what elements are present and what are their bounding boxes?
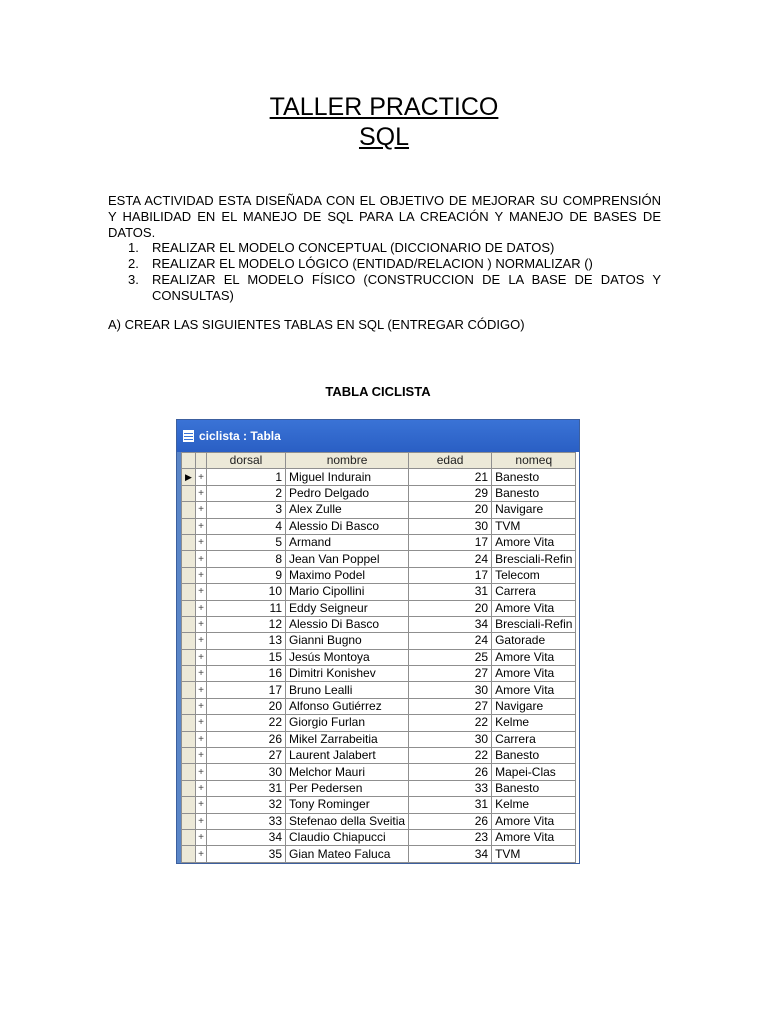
plus-icon[interactable]: + — [196, 666, 207, 682]
cell-edad[interactable]: 26 — [409, 813, 492, 829]
cell-nombre[interactable]: Pedro Delgado — [286, 485, 409, 501]
list-text: REALIZAR EL MODELO CONCEPTUAL (DICCIONARIO DE DATOS) — [152, 240, 555, 255]
column-header-nombre[interactable]: nombre — [286, 453, 409, 469]
document-subtitle: SQL — [358, 123, 410, 151]
table-body — [182, 469, 576, 862]
cell-nombre[interactable]: Miguel Indurain — [286, 469, 409, 485]
column-header-nomeq[interactable]: nomeq — [492, 453, 576, 469]
plus-icon[interactable]: + — [196, 764, 207, 780]
cell-nombre[interactable]: Bruno Lealli — [286, 682, 409, 698]
cell-dorsal[interactable]: 4 — [207, 518, 286, 534]
cell-dorsal[interactable]: 1 — [207, 469, 286, 485]
cell-dorsal[interactable]: 30 — [207, 764, 286, 780]
cell-nomeq[interactable]: Amore Vita — [492, 600, 576, 616]
cell-edad[interactable]: 20 — [409, 502, 492, 518]
plus-icon[interactable]: + — [196, 567, 207, 583]
table-row[interactable] — [182, 600, 576, 616]
cell-dorsal[interactable]: 33 — [207, 813, 286, 829]
cell-nombre[interactable]: Gian Mateo Faluca — [286, 846, 409, 862]
cell-nomeq[interactable]: Navigare — [492, 698, 576, 714]
cell-dorsal[interactable]: 11 — [207, 600, 286, 616]
cell-edad[interactable]: 24 — [409, 551, 492, 567]
list-number: 1. — [128, 240, 139, 255]
column-header-edad[interactable]: edad — [409, 453, 492, 469]
row-selector[interactable] — [182, 846, 196, 862]
table-row[interactable] — [182, 534, 576, 550]
cell-dorsal[interactable]: 15 — [207, 649, 286, 665]
row-selector[interactable] — [182, 616, 196, 632]
row-selector[interactable] — [182, 633, 196, 649]
cell-edad[interactable]: 23 — [409, 829, 492, 845]
row-selector[interactable] — [182, 813, 196, 829]
cell-dorsal[interactable]: 26 — [207, 731, 286, 747]
cell-nombre[interactable]: Armand — [286, 534, 409, 550]
list-item — [108, 272, 661, 304]
row-selector[interactable] — [182, 698, 196, 714]
table-row[interactable] — [182, 485, 576, 501]
table-row[interactable] — [182, 682, 576, 698]
cell-dorsal[interactable]: 3 — [207, 502, 286, 518]
cell-edad[interactable]: 25 — [409, 649, 492, 665]
table-row[interactable] — [182, 584, 576, 600]
expand-header — [196, 453, 207, 469]
list-text: REALIZAR EL MODELO LÓGICO (ENTIDAD/RELACION ) NORMALIZAR () — [152, 256, 593, 271]
cell-nombre[interactable]: Jean Van Poppel — [286, 551, 409, 567]
cell-edad[interactable]: 17 — [409, 534, 492, 550]
list-number: 3. — [128, 272, 139, 287]
cell-dorsal[interactable]: 27 — [207, 748, 286, 764]
cell-edad[interactable]: 22 — [409, 715, 492, 731]
cell-edad[interactable]: 22 — [409, 748, 492, 764]
plus-icon[interactable]: + — [196, 748, 207, 764]
table-row[interactable] — [182, 666, 576, 682]
access-table-window — [176, 419, 580, 864]
cell-nomeq[interactable]: Gatorade — [492, 633, 576, 649]
row-selector[interactable] — [182, 764, 196, 780]
plus-icon[interactable]: + — [196, 780, 207, 796]
table-row[interactable] — [182, 616, 576, 632]
plus-icon[interactable]: + — [196, 731, 207, 747]
cell-edad[interactable]: 17 — [409, 567, 492, 583]
cell-nombre[interactable]: Stefenao della Sveitia — [286, 813, 409, 829]
document-title: TALLER PRACTICO — [269, 93, 499, 121]
row-selector[interactable] — [182, 551, 196, 567]
cell-edad[interactable]: 20 — [409, 600, 492, 616]
cell-nombre[interactable]: Alessio Di Basco — [286, 616, 409, 632]
plus-icon[interactable]: + — [196, 698, 207, 714]
row-selector[interactable] — [182, 829, 196, 845]
cell-edad[interactable]: 34 — [409, 616, 492, 632]
list-item — [108, 256, 661, 272]
plus-icon[interactable]: + — [196, 682, 207, 698]
cell-dorsal[interactable]: 12 — [207, 616, 286, 632]
list-item — [108, 240, 661, 256]
table-caption: TABLA CICLISTA — [325, 384, 431, 399]
cell-nombre[interactable]: Per Pedersen — [286, 780, 409, 796]
select-all-corner[interactable] — [182, 453, 196, 469]
cell-nomeq[interactable]: Amore Vita — [492, 682, 576, 698]
row-selector[interactable] — [182, 715, 196, 731]
cell-dorsal[interactable]: 9 — [207, 567, 286, 583]
cell-nomeq[interactable]: Bresciali-Refin — [492, 616, 576, 632]
cell-edad[interactable]: 26 — [409, 764, 492, 780]
cell-edad[interactable]: 33 — [409, 780, 492, 796]
cell-nomeq[interactable]: Amore Vita — [492, 534, 576, 550]
row-selector[interactable] — [182, 600, 196, 616]
steps-list — [108, 240, 661, 304]
datasheet-grid — [181, 452, 579, 863]
cell-nomeq[interactable]: Kelme — [492, 797, 576, 813]
table-row[interactable] — [182, 567, 576, 583]
table-row[interactable] — [182, 731, 576, 747]
cell-edad[interactable]: 31 — [409, 797, 492, 813]
table-row[interactable] — [182, 829, 576, 845]
cell-dorsal[interactable]: 22 — [207, 715, 286, 731]
cell-nombre[interactable]: Laurent Jalabert — [286, 748, 409, 764]
plus-icon[interactable]: + — [196, 813, 207, 829]
cell-dorsal[interactable]: 20 — [207, 698, 286, 714]
cell-nombre[interactable]: Alfonso Gutiérrez — [286, 698, 409, 714]
cell-nombre[interactable]: Mikel Zarrabeitia — [286, 731, 409, 747]
table-row[interactable] — [182, 633, 576, 649]
cell-edad[interactable]: 31 — [409, 584, 492, 600]
row-selector[interactable] — [182, 485, 196, 501]
window-titlebar[interactable] — [177, 420, 579, 452]
intro-paragraph: ESTA ACTIVIDAD ESTA DISEÑADA CON EL OBJETIVO DE MEJORAR SU COMPRENSIÓN Y HABILIDAD EN EL MANEJO DE SQL PARA LA CREACIÓN Y MANEJO DE BASES DE DATOS. — [108, 193, 661, 240]
plus-icon[interactable]: + — [196, 715, 207, 731]
cell-edad[interactable]: 30 — [409, 518, 492, 534]
header-row — [182, 453, 576, 469]
cell-nomeq[interactable]: Amore Vita — [492, 813, 576, 829]
plus-icon[interactable]: + — [196, 518, 207, 534]
cell-edad[interactable]: 27 — [409, 666, 492, 682]
cell-dorsal[interactable]: 13 — [207, 633, 286, 649]
cell-dorsal[interactable]: 31 — [207, 780, 286, 796]
row-selector[interactable] — [182, 518, 196, 534]
plus-icon[interactable]: + — [196, 797, 207, 813]
table-icon — [183, 430, 194, 442]
table-row[interactable] — [182, 698, 576, 714]
table-row[interactable] — [182, 469, 576, 485]
cell-nombre[interactable]: Tony Rominger — [286, 797, 409, 813]
plus-icon[interactable]: + — [196, 502, 207, 518]
table-row[interactable] — [182, 551, 576, 567]
table-row[interactable] — [182, 502, 576, 518]
cell-nomeq[interactable]: Amore Vita — [492, 829, 576, 845]
table-row[interactable] — [182, 813, 576, 829]
table-row[interactable] — [182, 797, 576, 813]
row-selector[interactable] — [182, 502, 196, 518]
row-selector[interactable] — [182, 666, 196, 682]
cell-nomeq[interactable]: Kelme — [492, 715, 576, 731]
plus-icon[interactable]: + — [196, 551, 207, 567]
cell-dorsal[interactable]: 16 — [207, 666, 286, 682]
cell-dorsal[interactable]: 2 — [207, 485, 286, 501]
cell-dorsal[interactable]: 8 — [207, 551, 286, 567]
cell-nomeq[interactable]: Bresciali-Refin — [492, 551, 576, 567]
cell-nombre[interactable]: Maximo Podel — [286, 567, 409, 583]
table-row[interactable] — [182, 649, 576, 665]
row-selector[interactable] — [182, 534, 196, 550]
row-selector[interactable] — [182, 797, 196, 813]
cell-nomeq[interactable]: Banesto — [492, 469, 576, 485]
task-instruction: A) CREAR LAS SIGUIENTES TABLAS EN SQL (ENTREGAR CÓDIGO) — [108, 317, 525, 332]
cell-nombre[interactable]: Eddy Seigneur — [286, 600, 409, 616]
cell-nomeq[interactable]: Carrera — [492, 731, 576, 747]
table-row[interactable] — [182, 764, 576, 780]
row-selector[interactable] — [182, 567, 196, 583]
cell-nomeq[interactable]: Banesto — [492, 485, 576, 501]
ciclista-table — [181, 452, 576, 863]
cell-edad[interactable]: 27 — [409, 698, 492, 714]
cell-nombre[interactable]: Dimitri Konishev — [286, 666, 409, 682]
table-row[interactable] — [182, 715, 576, 731]
row-selector[interactable] — [182, 584, 196, 600]
cell-dorsal[interactable]: 5 — [207, 534, 286, 550]
window-title: ciclista : Tabla — [199, 429, 281, 443]
row-selector[interactable] — [182, 649, 196, 665]
plus-icon[interactable]: + — [196, 534, 207, 550]
cell-nomeq[interactable]: TVM — [492, 846, 576, 862]
plus-icon[interactable]: + — [196, 649, 207, 665]
cell-nomeq[interactable]: Amore Vita — [492, 649, 576, 665]
table-row[interactable] — [182, 780, 576, 796]
cell-edad[interactable]: 24 — [409, 633, 492, 649]
cell-nombre[interactable]: Claudio Chiapucci — [286, 829, 409, 845]
cell-nombre[interactable]: Jesús Montoya — [286, 649, 409, 665]
cell-nomeq[interactable]: Telecom — [492, 567, 576, 583]
cell-dorsal[interactable]: 32 — [207, 797, 286, 813]
plus-icon[interactable]: + — [196, 584, 207, 600]
cell-nomeq[interactable]: Banesto — [492, 748, 576, 764]
plus-icon[interactable]: + — [196, 846, 207, 862]
cell-edad[interactable]: 30 — [409, 731, 492, 747]
cell-edad[interactable]: 30 — [409, 682, 492, 698]
plus-icon[interactable]: + — [196, 485, 207, 501]
cell-nomeq[interactable]: TVM — [492, 518, 576, 534]
cell-nombre[interactable]: Alessio Di Basco — [286, 518, 409, 534]
cell-nomeq[interactable]: Banesto — [492, 780, 576, 796]
plus-icon[interactable]: + — [196, 829, 207, 845]
cell-edad[interactable]: 21 — [409, 469, 492, 485]
plus-icon[interactable]: + — [196, 600, 207, 616]
list-number: 2. — [128, 256, 139, 271]
table-row[interactable] — [182, 748, 576, 764]
cell-dorsal[interactable]: 35 — [207, 846, 286, 862]
plus-icon[interactable]: + — [196, 469, 207, 485]
cell-nombre[interactable]: Alex Zulle — [286, 502, 409, 518]
cell-nomeq[interactable]: Carrera — [492, 584, 576, 600]
list-text: REALIZAR EL MODELO FÍSICO (CONSTRUCCION DE LA BASE DE DATOS Y — [152, 272, 661, 287]
cell-nomeq[interactable]: Amore Vita — [492, 666, 576, 682]
list-text-continued: CONSULTAS) — [152, 288, 234, 303]
table-row[interactable] — [182, 518, 576, 534]
cell-nomeq[interactable]: Mapei-Clas — [492, 764, 576, 780]
row-selector[interactable] — [182, 731, 196, 747]
row-selector[interactable] — [182, 748, 196, 764]
cell-nombre[interactable]: Mario Cipollini — [286, 584, 409, 600]
plus-icon[interactable]: + — [196, 633, 207, 649]
row-selector[interactable] — [182, 682, 196, 698]
cell-nomeq[interactable]: Navigare — [492, 502, 576, 518]
cell-edad[interactable]: 34 — [409, 846, 492, 862]
cell-dorsal[interactable]: 10 — [207, 584, 286, 600]
cell-dorsal[interactable]: 17 — [207, 682, 286, 698]
cell-nombre[interactable]: Melchor Mauri — [286, 764, 409, 780]
cell-nombre[interactable]: Giorgio Furlan — [286, 715, 409, 731]
plus-icon[interactable]: + — [196, 616, 207, 632]
cell-edad[interactable]: 29 — [409, 485, 492, 501]
table-row[interactable] — [182, 846, 576, 862]
cell-dorsal[interactable]: 34 — [207, 829, 286, 845]
cell-nombre[interactable]: Gianni Bugno — [286, 633, 409, 649]
record-pointer-icon[interactable]: ▶ — [182, 469, 196, 485]
row-selector[interactable] — [182, 780, 196, 796]
column-header-dorsal[interactable]: dorsal — [207, 453, 286, 469]
